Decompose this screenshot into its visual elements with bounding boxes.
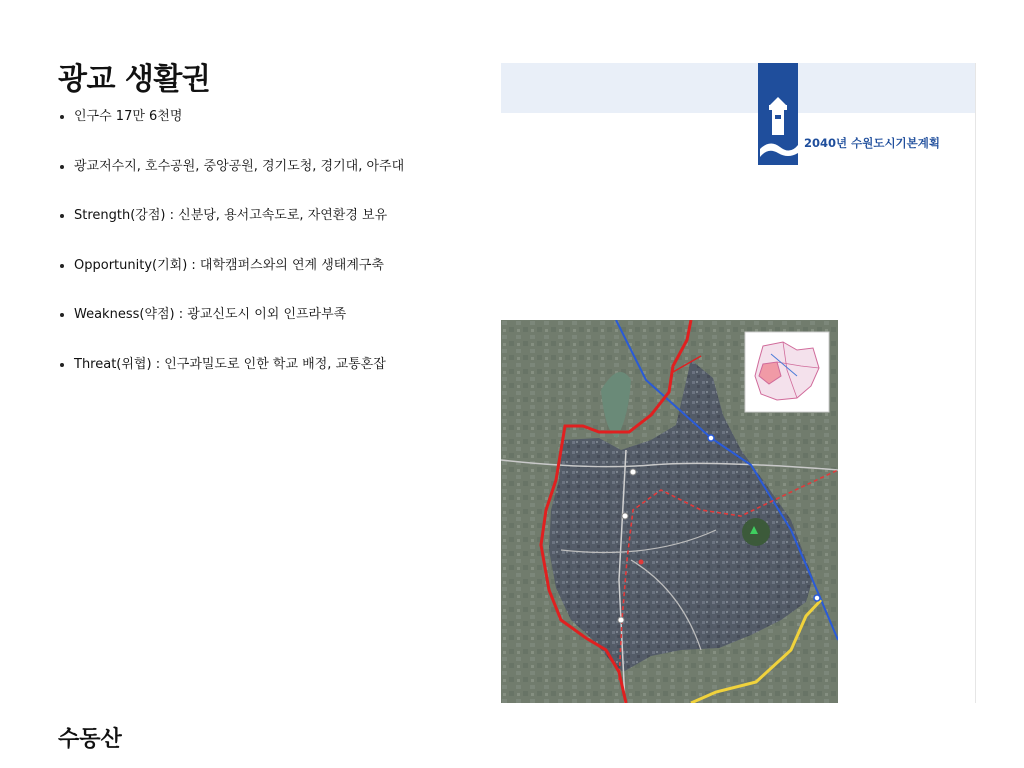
bullet-weakness: Weakness(약점) : 광교신도시 이외 인프라부족: [58, 302, 404, 352]
bullet-strength: Strength(강점) : 신분당, 용서고속도로, 자연환경 보유: [58, 203, 404, 253]
page-title: 광교 생활권: [58, 62, 211, 97]
header-band: [501, 63, 975, 113]
district-map: [501, 320, 838, 703]
inset-locator-map: [745, 332, 829, 412]
bullet-landmarks: 광교저수지, 호수공원, 중앙공원, 경기도청, 경기대, 아주대: [58, 154, 404, 204]
plan-logo-ribbon: [758, 63, 798, 165]
lighthouse-logo-icon: [758, 63, 798, 165]
bullet-list: [58, 104, 404, 402]
map-panel: [501, 63, 976, 703]
bullet-opportunity: Opportunity(기회) : 대학캠퍼스와의 연계 생태계구축: [58, 253, 404, 303]
section-title: 수동산: [58, 727, 122, 752]
bullet-population: 인구수 17만 6천명: [58, 104, 404, 154]
bullet-threat: Threat(위협) : 인구과밀도로 인한 학교 배정, 교통혼잡: [58, 352, 404, 402]
plan-title: 2040년 수원도시기본계획: [804, 136, 940, 150]
